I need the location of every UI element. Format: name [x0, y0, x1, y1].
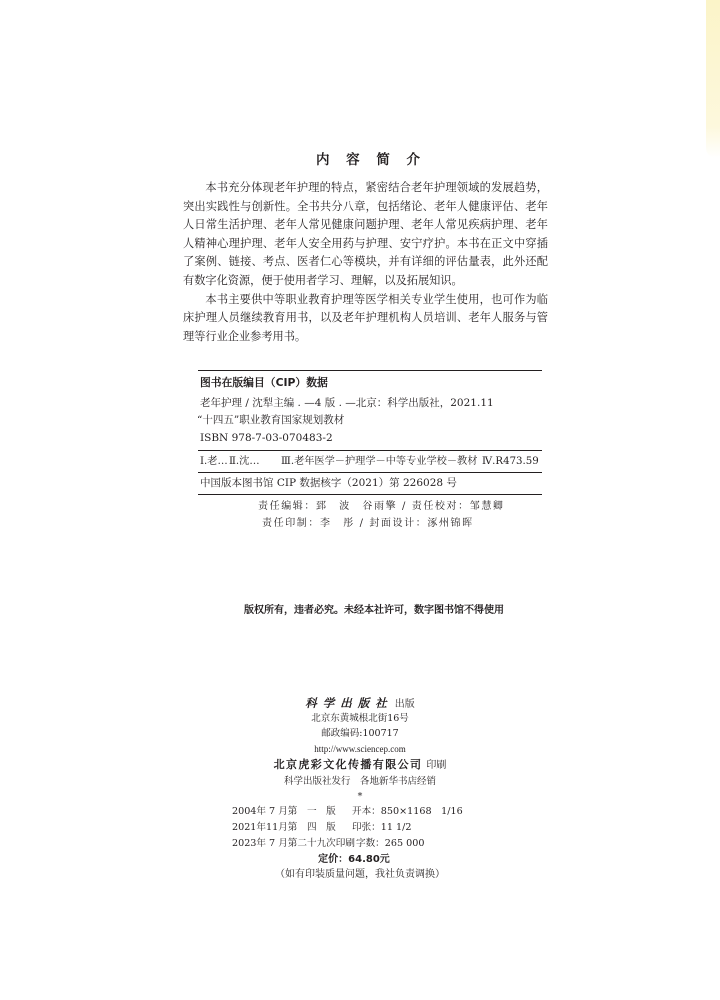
- edition-row-1-edition: 2004年 7 月第 一 版: [232, 806, 336, 817]
- publisher-line: [210, 696, 510, 712]
- price: 定价：64.80元: [318, 854, 390, 865]
- distribution-line: 科学出版社发行 各地新华书店经销: [283, 776, 436, 787]
- cip-class-1: Ⅰ.老…: [200, 456, 228, 467]
- edition-row-3-edition: 2023年 7 月第二十九次印刷: [232, 838, 355, 849]
- credits-editors: 责任编辑：郅 波 谷雨擎 / 责任校对：邹慧卿: [258, 501, 505, 512]
- publisher-name: 科学出版社: [305, 696, 393, 710]
- cip-record-title: 老年护理 / 沈犁主编 . —4 版 . —北京：科学出版社，2021.11: [200, 397, 494, 409]
- summary-paragraph-1-line-6: 有数字化资源，便于使用者学习、理解，以及拓展知识。: [183, 274, 463, 287]
- cip-bottom-rule: [198, 494, 542, 495]
- cip-record-isbn: ISBN 978-7-03-070483-2: [200, 432, 333, 444]
- summary-paragraph-2-line-2: 床护理人员继续教育用书，以及老年护理机构人员培训、老年人服务与管: [183, 311, 548, 325]
- summary-paragraph-2-line-3: 理等行业企业参考用书。: [183, 329, 307, 343]
- cip-lower-rule: [198, 472, 542, 473]
- summary-paragraph-1-line-2: 突出实践性与创新性。全书共分八章，包括绪论、老年人健康评估、老年: [183, 199, 548, 213]
- summary-title: 内 容 简 介: [315, 152, 427, 168]
- publisher-website: http://www.sciencep.com: [314, 744, 406, 754]
- publisher-postcode: 邮政编码:100717: [321, 728, 399, 739]
- edition-row-2-detail: 印张：11 1/2: [352, 822, 412, 833]
- printer-line: [210, 758, 510, 773]
- edition-row-3: [0, 837, 720, 851]
- printer-name: 北京虎彩文化传播有限公司: [273, 758, 423, 771]
- cip-number: 中国版本图书馆 CIP 数据核字（2021）第 226028 号: [200, 477, 457, 489]
- cip-class-3: Ⅲ.老年医学－护理学－中等专业学校－教材: [281, 456, 478, 467]
- cip-middle-rule: [198, 450, 542, 451]
- summary-paragraph-1-line-4: 人精神心理护理、老年人安全用药与护理、安宁疗护。本书在正文中穿插: [183, 236, 548, 250]
- edition-row-1-detail: 开本：850×1168 1/16: [352, 806, 463, 817]
- summary-paragraph-1-line-3: 人日常生活护理、老年人常见健康问题护理、老年人常见疾病护理、老年: [183, 218, 548, 232]
- cip-heading: 图书在版编目（CIP）数据: [200, 376, 328, 389]
- publisher-role: 出版: [394, 699, 415, 710]
- cip-class-2: Ⅱ.沈…: [229, 456, 260, 467]
- copyright-notice: 版权所有，违者必究。未经本社许可，数字图书馆不得使用: [244, 605, 504, 616]
- cip-class-4: Ⅳ.R473.59: [482, 456, 539, 467]
- summary-paragraph-2-line-1: 本书主要供中等职业教育护理等医学相关专业学生使用，也可作为临: [205, 292, 548, 306]
- edition-row-2: [0, 821, 720, 835]
- edition-row-3-detail: 字数：265 000: [356, 838, 425, 849]
- cip-top-rule: [198, 370, 542, 371]
- summary-paragraph-1-line-5: 了案例、链接、考点、医者仁心等模块，并有详细的评估量表，此外还配: [183, 255, 548, 269]
- cip-classification: [0, 455, 720, 469]
- cip-record-series: “十四五”职业教育国家规划教材: [197, 414, 345, 426]
- printer-role: 印刷: [426, 760, 447, 771]
- summary-paragraph-1-line-1: 本书充分体现老年护理的特点，紧密结合老年护理领域的发展趋势，: [205, 181, 548, 194]
- edition-row-2-edition: 2021年11月第 四 版: [232, 822, 336, 833]
- publisher-address: 北京东黄城根北街16号: [311, 713, 409, 724]
- replacement-notice: （如有印装质量问题，我社负责调换）: [275, 869, 445, 880]
- page-edge-tint: [706, 0, 720, 158]
- credits-production: 责任印制：李 彤 / 封面设计：涿州锦晖: [262, 518, 474, 529]
- imprint-separator: *: [357, 791, 363, 802]
- edition-row-1: [0, 805, 720, 819]
